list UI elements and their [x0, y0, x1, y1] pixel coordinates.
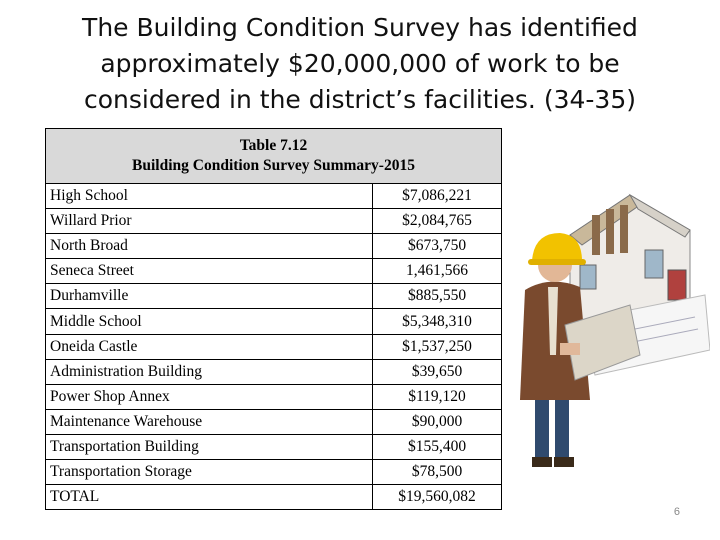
facility-name-cell: Transportation Building: [46, 434, 373, 459]
table-row: [46, 460, 502, 485]
title-line-2: approximately $20,000,000 of work to be: [100, 49, 620, 78]
table-row: [46, 334, 502, 359]
amount-cell: $1,537,250: [373, 334, 502, 359]
table-caption-number: Table 7.12: [239, 137, 308, 154]
table-caption-title: Building Condition Survey Summary-2015: [132, 157, 415, 174]
amount-cell: 1,461,566: [373, 259, 502, 284]
table-row: [46, 234, 502, 259]
table-body: [46, 184, 502, 510]
survey-summary-table: [45, 128, 502, 510]
facility-name-cell: Middle School: [46, 309, 373, 334]
table-header-row: [46, 129, 502, 184]
title-line-3: considered in the district’s facilities. (34-35): [84, 85, 636, 114]
facility-name-cell: Willard Prior: [46, 209, 373, 234]
table-row: [46, 485, 502, 510]
table-row: [46, 359, 502, 384]
title-line-1: The Building Condition Survey has identified: [82, 13, 638, 42]
table-row: [46, 309, 502, 334]
table-row: [46, 409, 502, 434]
amount-cell: $19,560,082: [373, 485, 502, 510]
slide-title: [20, 10, 700, 118]
amount-cell: $78,500: [373, 460, 502, 485]
amount-cell: $90,000: [373, 409, 502, 434]
amount-cell: $885,550: [373, 284, 502, 309]
table-caption: [46, 129, 502, 184]
table-row: [46, 434, 502, 459]
facility-name-cell: Seneca Street: [46, 259, 373, 284]
facility-name-cell: Oneida Castle: [46, 334, 373, 359]
table-row: [46, 209, 502, 234]
facility-name-cell: Power Shop Annex: [46, 384, 373, 409]
amount-cell: $119,120: [373, 384, 502, 409]
construction-worker-illustration: [510, 175, 710, 475]
facility-name-cell: TOTAL: [46, 485, 373, 510]
amount-cell: $673,750: [373, 234, 502, 259]
page-number: 6: [673, 506, 680, 518]
facility-name-cell: Transportation Storage: [46, 460, 373, 485]
facility-name-cell: Administration Building: [46, 359, 373, 384]
worker-house-image: [510, 175, 710, 475]
amount-cell: $155,400: [373, 434, 502, 459]
table-row: [46, 384, 502, 409]
table-row: [46, 184, 502, 209]
amount-cell: $5,348,310: [373, 309, 502, 334]
facility-name-cell: Durhamville: [46, 284, 373, 309]
amount-cell: $39,650: [373, 359, 502, 384]
table-row: [46, 284, 502, 309]
table-row: [46, 259, 502, 284]
facility-name-cell: Maintenance Warehouse: [46, 409, 373, 434]
facility-name-cell: High School: [46, 184, 373, 209]
amount-cell: $2,084,765: [373, 209, 502, 234]
amount-cell: $7,086,221: [373, 184, 502, 209]
facility-name-cell: North Broad: [46, 234, 373, 259]
